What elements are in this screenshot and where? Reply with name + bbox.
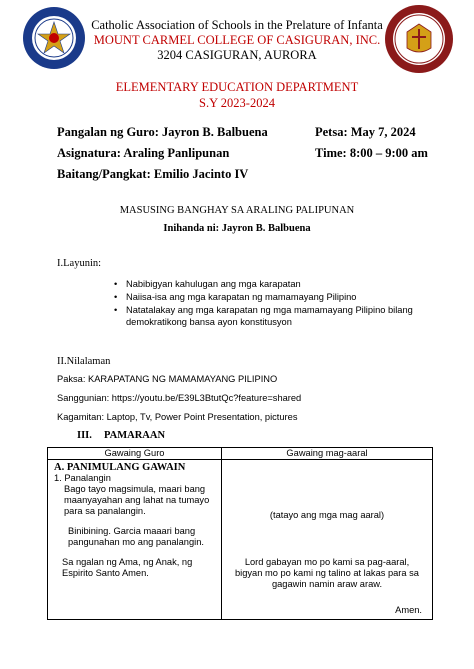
teacher-activity-cell (48, 460, 222, 620)
procedure-number: III. (77, 430, 92, 441)
table-row (48, 460, 433, 620)
objective-item: • Natatalakay ang mga karapatan ng mga mamamayang Pilipino bilang demokratikong bansa ayon konstitusyon (114, 304, 434, 328)
lesson-materials: Kagamitan: Laptop, Tv, Power Point Presentation, pictures (57, 412, 298, 422)
lesson-date: Petsa: May 7, 2024 (315, 125, 416, 139)
grade-section: Baitang/Pangkat: Emilio Jacinto IV (57, 167, 249, 181)
teacher-name: Pangalan ng Guro: Jayron B. Balbuena (57, 125, 268, 139)
student-activity-cell (222, 460, 433, 620)
prepared-by: Inihanda ni: Jayron B. Balbuena (163, 223, 311, 234)
student-column-header: Gawaing mag-aaral (222, 448, 433, 460)
school-address: 3204 CASIGURAN, AURORA (157, 48, 317, 62)
teacher-instruction-3: Sa ngalan ng Ama, ng Anak, ng Espirito Santo Amen. (62, 557, 193, 578)
objectives-list (114, 278, 434, 329)
teacher-column-header: Gawaing Guro (48, 448, 222, 460)
item-prayer: 1. Panalangin (54, 473, 111, 483)
objectives-heading: I.Layunin: (57, 258, 102, 269)
section-a-heading: A. PANIMULANG GAWAIN (54, 462, 186, 473)
lesson-time: Time: 8:00 – 9:00 am (315, 146, 428, 160)
procedure-table (47, 447, 433, 620)
lesson-topic: Paksa: KARAPATANG NG MAMAMAYANG PILIPINO (57, 374, 278, 384)
student-response-2: Lord gabayan mo po kami sa pag-aaral, bigyan mo po kami ng talino at lakas para sa gagawin namin araw araw. (235, 557, 419, 589)
association-line: Catholic Association of Schools in the Prelature of Infanta (91, 18, 383, 32)
department-name: ELEMENTARY EDUCATION DEPARTMENT (115, 80, 359, 94)
teacher-instruction-1: Bago tayo magsimula, maari bang maanyayahan ang lahat na tumayo para sa panalangin. (64, 484, 210, 516)
content-heading: II.Nilalaman (57, 356, 111, 367)
procedure-heading: PAMARAAN (104, 430, 166, 441)
school-year: S.Y 2023-2024 (199, 96, 275, 110)
plan-title: MASUSING BANGHAY SA ARALING PALIPUNAN (119, 205, 355, 216)
school-name: MOUNT CARMEL COLLEGE OF CASIGURAN, INC. (93, 33, 381, 47)
table-header-row (48, 448, 433, 460)
teacher-instruction-2: Binibining. Garcia maaari bang pangunahan mo ang panalangin. (68, 526, 204, 547)
subject: Asignatura: Araling Panlipunan (57, 146, 230, 160)
student-response-1: (tatayo ang mga mag aaral) (269, 510, 385, 520)
objective-item: • Nabibigyan kahulugan ang mga karapatan (114, 278, 434, 290)
lesson-reference: Sanggunian: https://youtu.be/E39L3BtutQc?feature=shared (57, 393, 302, 403)
objective-item: • Naiisa-isa ang mga karapatan ng mamamayang Pilipino (114, 291, 434, 303)
student-response-3: Amen. (395, 605, 422, 615)
